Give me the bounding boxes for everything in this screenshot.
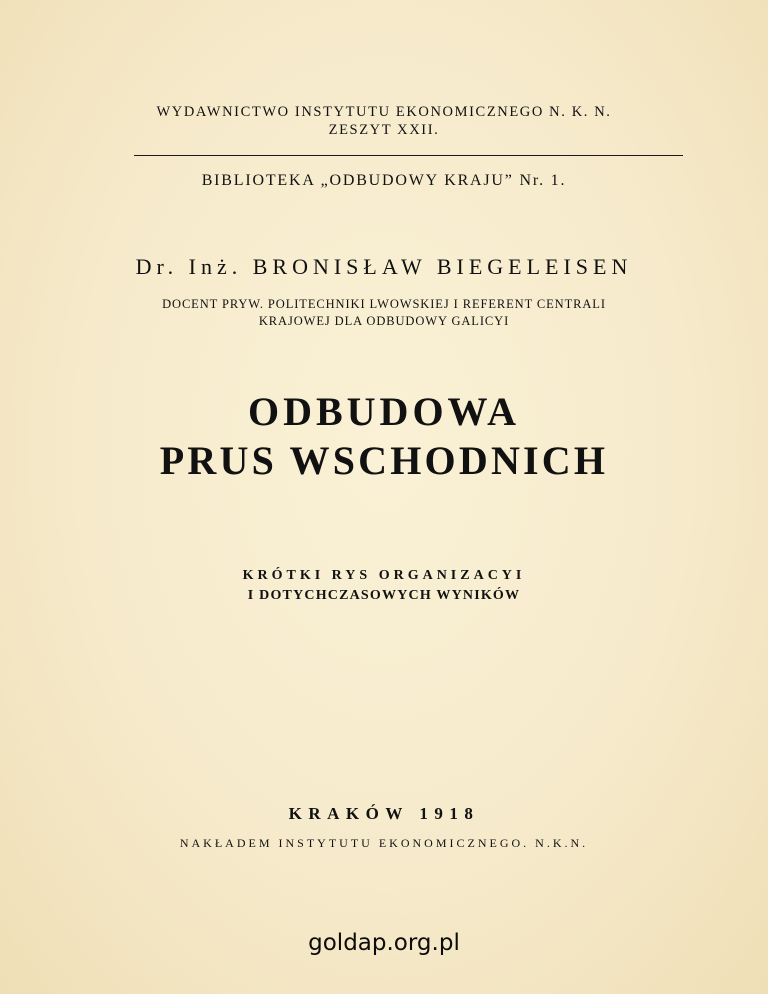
author-affiliation-line2: KRAJOWEJ DLA ODBUDOWY GALICYI xyxy=(258,314,510,328)
watermark-logo: goldap.org.pl xyxy=(308,930,460,956)
book-title-line1: ODBUDOWA xyxy=(247,389,521,434)
author-affiliation-line1: DOCENT PRYW. POLITECHNIKI LWOWSKIEJ I REFERENT CENTRALI xyxy=(162,297,606,311)
imprint-line: NAKŁADEM INSTYTUTU EKONOMICZNEGO. N.K.N. xyxy=(179,836,589,850)
subtitle-line1: KRÓTKI RYS ORGANIZACYI xyxy=(242,568,526,583)
publisher-line: WYDAWNICTWO INSTYTUTU EKONOMICZNEGO N. K. N. xyxy=(156,104,612,120)
book-title-line2: PRUS WSCHODNICH xyxy=(159,438,609,483)
series-number: ZESZYT XXII. xyxy=(328,122,440,138)
library-series: BIBLIOTEKA „ODBUDOWY KRAJU” Nr. 1. xyxy=(201,172,567,189)
subtitle-line2: I DOTYCHCZASOWYCH WYNIKÓW xyxy=(247,588,521,603)
author-name: Dr. Inż. BRONISŁAW BIEGELEISEN xyxy=(135,254,633,279)
place-and-year: KRAKÓW 1918 xyxy=(288,804,480,823)
divider-rule xyxy=(134,155,683,156)
